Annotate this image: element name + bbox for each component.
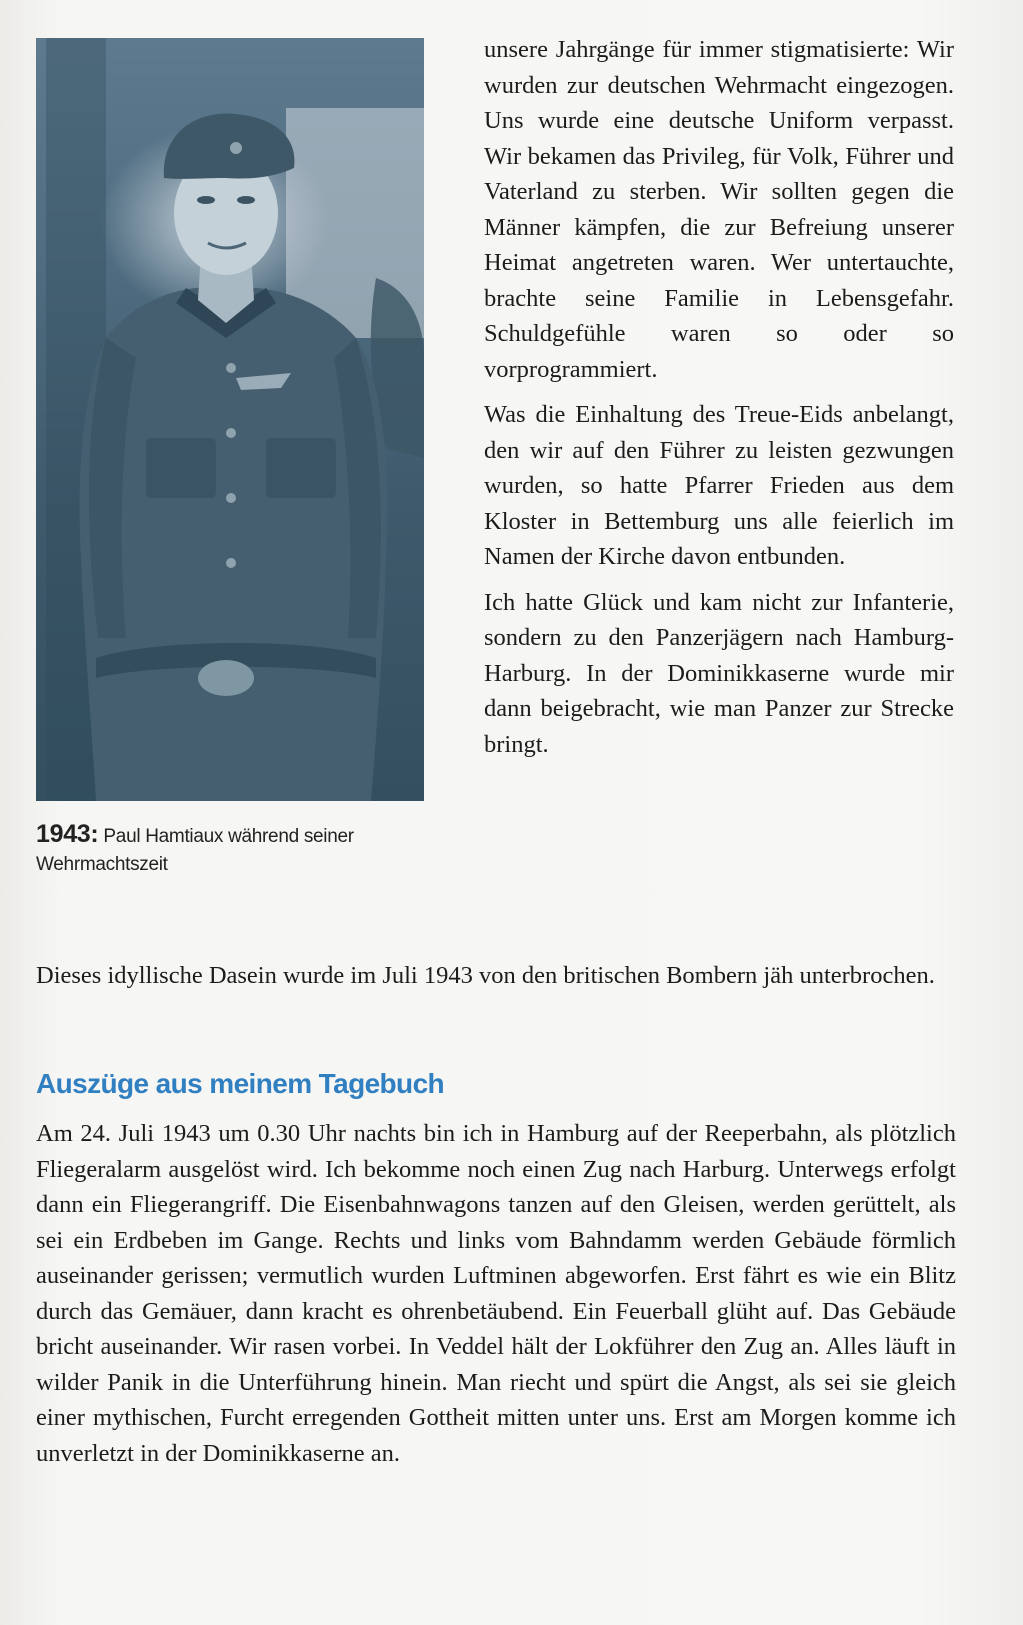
soldier-photo (36, 38, 424, 801)
paragraph-conscription: unsere Jahrgänge für immer stigmatisierte: Wir wurden zur deutschen Wehrmacht eingezogen. Uns wurde eine deutsche Uniform verpasst. Wir bekamen das Privileg, für Volk, Führer und Vaterland zu sterben. Wir sollten gegen die Männer kämpfen, die zur Befreiung unserer Heimat angetreten waren. Wer untertauchte, brachte seine Familie in Lebensgefahr. Schuldgefühle waren so oder so vorprogrammiert. (484, 36, 954, 383)
paragraph-diary: Am 24. Juli 1943 um 0.30 Uhr nachts bin ich in Hamburg auf der Reeperbahn, als plötzlich Fliegeralarm ausgelöst wird. Ich bekomme noch einen Zug nach Harburg. Unterwegs erfolgt dann ein Fliegerangriff. Die Eisenbahnwagons tanzen auf den Gleisen, werden gerüttelt, als sei ein Erdbeben im Gange. Rechts und links vom Bahndamm werden Gebäude förmlich auseinander gerissen; vermutlich wurden Luftminen abgeworfen. Erst fährt es wie ein Blitz durch das Gemäuer, dann kracht es ohrenbetäubend. Ein Feuerball glüht auf. Das Gebäude bricht auseinander. Wir rasen vorbei. In Veddel hält der Lokführer den Zug an. Alles läuft in wilder Panik in die Unterführung hinein. Man riecht und spürt die Angst, als sei sie gleich einer mythischen, Furcht erregenden Gottheit mitten unter uns. Erst am Morgen komme ich unverletzt in der Dominikkaserne an. (36, 1120, 956, 1467)
paragraph-oath: Was die Einhaltung des Treue-Eids anbelangt, den wir auf den Führer zu leisten gezwungen wurden, so hatte Pfarrer Frieden aus dem Kloster in Bettemburg uns alle feierlich im Namen der Kirche davon entbunden. (484, 401, 954, 570)
photo-illustration (36, 38, 424, 801)
section-heading: Auszüge aus meinem Tagebuch (36, 1068, 445, 1099)
right-text-column (484, 32, 954, 772)
photo-caption (36, 820, 416, 879)
paragraph-intro: Dieses idyllische Dasein wurde im Juli 1943 von den britischen Bombern jäh unterbrochen. (36, 962, 935, 989)
caption-year: 1943: (36, 820, 99, 848)
caption-text: Paul Hamtiaux während seiner Wehrmachtszeit (36, 826, 354, 875)
paragraph-panzerjaeger: Ich hatte Glück und kam nicht zur Infanterie, sondern zu den Panzerjägern nach Hamburg-Harburg. In der Dominikkaserne wurde mir dann beigebracht, wie man Panzer zur Strecke bringt. (484, 588, 954, 758)
